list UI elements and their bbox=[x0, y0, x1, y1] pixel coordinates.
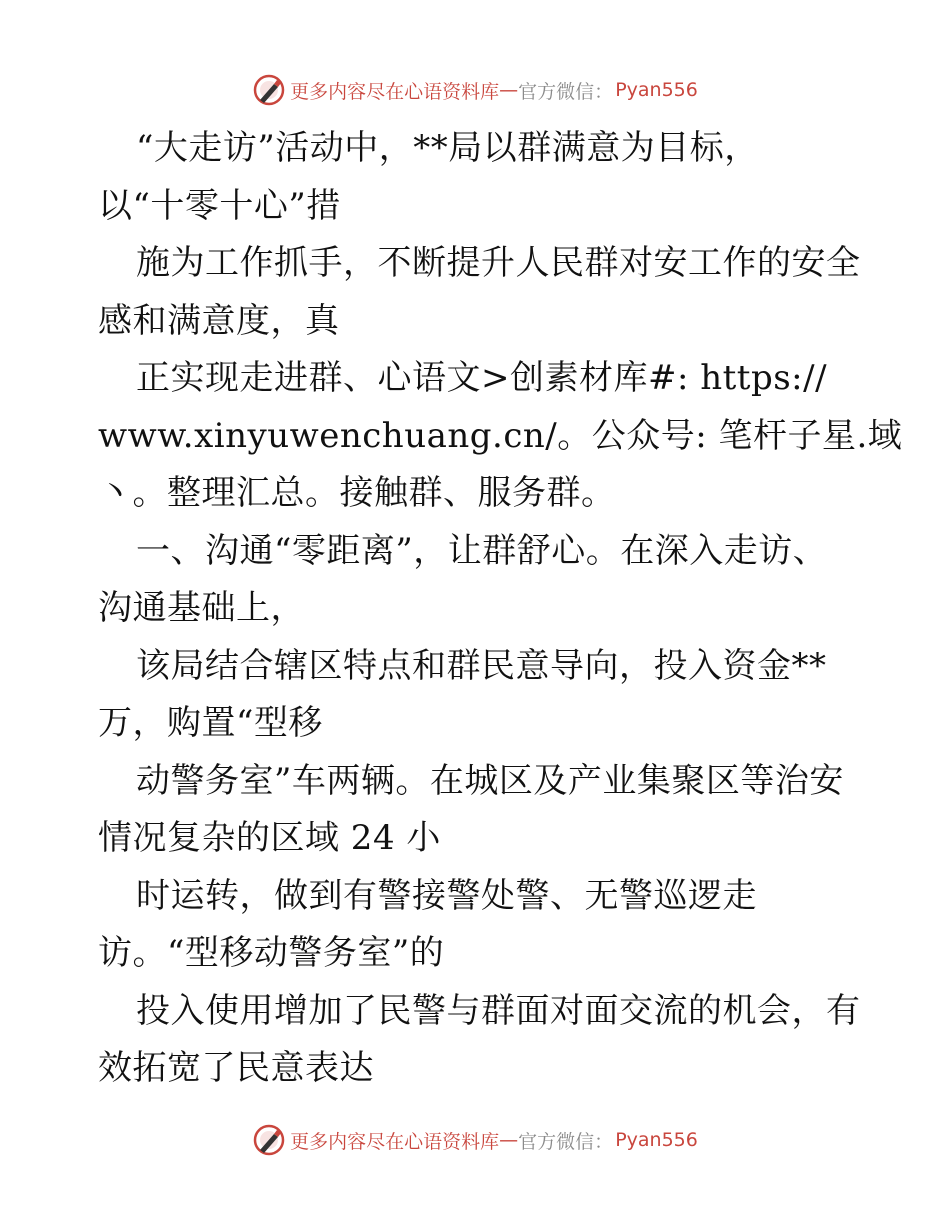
text-line: 效拓宽了民意表达 bbox=[98, 1048, 374, 1088]
text-line: 沟通基础上， bbox=[98, 588, 305, 628]
banner-slogan: 更多内容尽在心语资料库 bbox=[290, 80, 500, 103]
banner-separator: — bbox=[499, 1129, 519, 1151]
text-line: 时运转，做到有警接警处警、无警巡逻走 bbox=[136, 875, 757, 916]
text-line: 一、沟通“零距离”，让群舒心。在深入走访、 bbox=[136, 530, 828, 571]
text-line: www.xinyuwenchuang.cn/。公众号: 笔杆子星.域 bbox=[98, 415, 903, 456]
banner-official-label: 官方微信： bbox=[518, 80, 614, 103]
pen-logo-icon bbox=[252, 73, 286, 107]
text-line: 以“十零十心”措 bbox=[98, 185, 341, 226]
text-line: 正实现走进群、心语文>创素材库#: https:// bbox=[136, 358, 828, 398]
pen-logo-icon bbox=[252, 1123, 286, 1157]
banner-official-label: 官方微信： bbox=[518, 1130, 614, 1153]
text-line: “大走访”活动中，**局以群满意为目标， bbox=[136, 128, 759, 168]
text-line: 该局结合辖区特点和群民意导向，投入资金** bbox=[136, 645, 827, 686]
text-line: 施为工作抓手，不断提升人民群对安工作的安全 bbox=[136, 243, 861, 283]
text-line: 投入使用增加了民警与群面对面交流的机会，有 bbox=[136, 990, 861, 1031]
banner-separator: — bbox=[499, 79, 519, 101]
banner-wechat-id: Pyan556 bbox=[615, 1129, 698, 1151]
text-line: 访。“型移动警务室”的 bbox=[98, 933, 445, 973]
text-line: 感和满意度，真 bbox=[98, 300, 340, 341]
text-line: 丶。整理汇总。接触群、服务群。 bbox=[98, 473, 616, 513]
text-line: 万，购置“型移 bbox=[98, 703, 323, 743]
banner-wechat-id: Pyan556 bbox=[615, 79, 698, 101]
text-line: 情况复杂的区域 24 小 bbox=[98, 818, 441, 858]
document-body bbox=[98, 120, 903, 1098]
footer-banner bbox=[0, 1120, 950, 1160]
text-line: 动警务室”车两辆。在城区及产业集聚区等治安 bbox=[136, 760, 844, 801]
banner-slogan: 更多内容尽在心语资料库 bbox=[290, 1130, 500, 1153]
header-banner bbox=[0, 70, 950, 110]
